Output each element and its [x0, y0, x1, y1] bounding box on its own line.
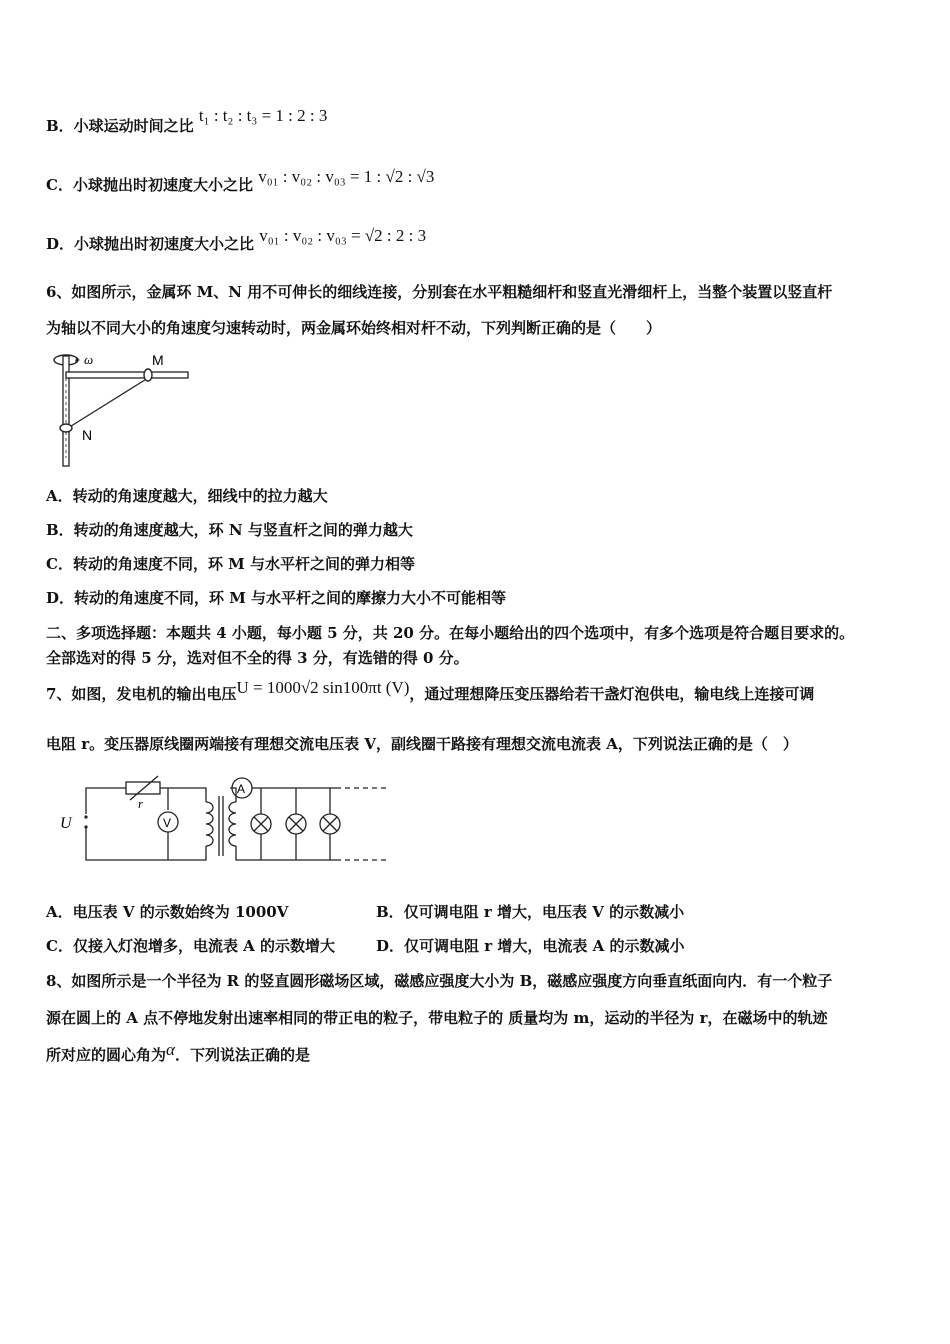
section2-line2: 全部选对的得 5 分，选对但不全的得 3 分，有选错的得 0 分。 [46, 649, 469, 667]
q5-option-d-label: D．小球抛出时初速度大小之比 [46, 235, 255, 253]
source-terminal-icon [84, 825, 87, 828]
q7-option-c: C．仅接入灯泡增多，电流表 A 的示数增大 [46, 937, 336, 955]
ring-m-label: M [152, 352, 164, 368]
q5-option-c [46, 167, 435, 195]
q8-alpha: α [166, 1040, 175, 1059]
q6-option-d: D．转动的角速度不同，环 M 与水平杆之间的摩擦力大小不可能相等 [46, 589, 507, 607]
q6-option-c: C．转动的角速度不同，环 M 与水平杆之间的弹力相等 [46, 555, 415, 573]
q7-option-d: D．仅可调电阻 r 增大，电流表 A 的示数减小 [376, 937, 685, 955]
voltmeter-label: V [163, 816, 172, 830]
q5-option-c-formula: v₀₁ : v₀₂ : v₀₃ = 1 : √2 : √3 [258, 167, 435, 186]
q5-option-b-formula: t₁ : t₂ : t₃ = 1 : 2 : 3 [198, 106, 328, 125]
omega-label: ω [84, 352, 94, 367]
ring-n [60, 424, 72, 432]
ring-n-label: N [82, 427, 93, 443]
variable-resistor [126, 782, 160, 794]
q6-figure [44, 348, 204, 468]
string [68, 378, 148, 428]
q5-option-d [46, 226, 427, 254]
q6-stem-line2: 为轴以不同大小的角速度匀速转动时，两金属环始终相对杆不动，下列判断正确的是（ ） [46, 319, 662, 337]
section2-line1: 二、多项选择题：本题共 4 小题，每小题 5 分，共 20 分。在每小题给出的四个选项中，有多个选项是符合题目要求的。 [46, 624, 855, 642]
ammeter-label: A [237, 782, 246, 796]
resistor-r-label: r [138, 796, 144, 811]
source-terminal-icon [84, 815, 87, 818]
q5-option-c-label: C．小球抛出时初速度大小之比 [46, 176, 253, 194]
q7-circuit-figure [56, 772, 396, 872]
source-u-label: U [60, 815, 72, 832]
q7-stem-line1 [46, 678, 815, 704]
q6-option-a: A．转动的角速度越大，细线中的拉力越大 [46, 487, 328, 505]
ring-m [144, 369, 152, 381]
q7-formula: U = 1000√2 sin100πt (V) [236, 678, 410, 697]
q8-line2: 源在圆上的 A 点不停地发射出速率相同的带正电的粒子，带电粒子的 质量均为 m，运动的半径为 r，在磁场中的轨迹 [46, 1009, 828, 1027]
q6-stem-line1: 6、如图所示，金属环 M、N 用不可伸长的细线连接，分别套在水平粗糙细杆和竖直光滑细杆上，当整个装置以竖直杆 [46, 283, 833, 301]
q5-option-b [46, 106, 328, 136]
q7-stem-line2: 电阻 r。变压器原线圈两端接有理想交流电压表 V，副线圈干路接有理想交流电流表 A，下列说法正确的是（ ） [46, 735, 798, 753]
q7-option-a: A．电压表 V 的示数始终为 1000V [46, 903, 289, 921]
horizontal-rod [66, 372, 188, 378]
q8-line3-post: ．下列说法正确的是 [174, 1046, 310, 1064]
q8-line3-pre: 所对应的圆心角为 [46, 1046, 167, 1064]
q7-stem-post: ，通过理想降压变压器给若干盏灯泡供电，输电线上连接可调 [409, 685, 815, 703]
q7-option-b: B．仅可调电阻 r 增大，电压表 V 的示数减小 [376, 903, 685, 921]
q8-line3 [46, 1040, 310, 1065]
q5-option-d-formula: v₀₁ : v₀₂ : v₀₃ = √2 : 2 : 3 [259, 226, 427, 245]
q8-line1: 8、如图所示是一个半径为 R 的竖直圆形磁场区域，磁感应强度大小为 B，磁感应强度方向垂直纸面向内．有一个粒子 [46, 972, 833, 990]
q6-option-b: B．转动的角速度越大，环 N 与竖直杆之间的弹力越大 [46, 521, 413, 539]
q5-option-b-label: B．小球运动时间之比 [46, 117, 194, 135]
q7-stem-pre: 7、如图，发电机的输出电压 [46, 685, 237, 703]
